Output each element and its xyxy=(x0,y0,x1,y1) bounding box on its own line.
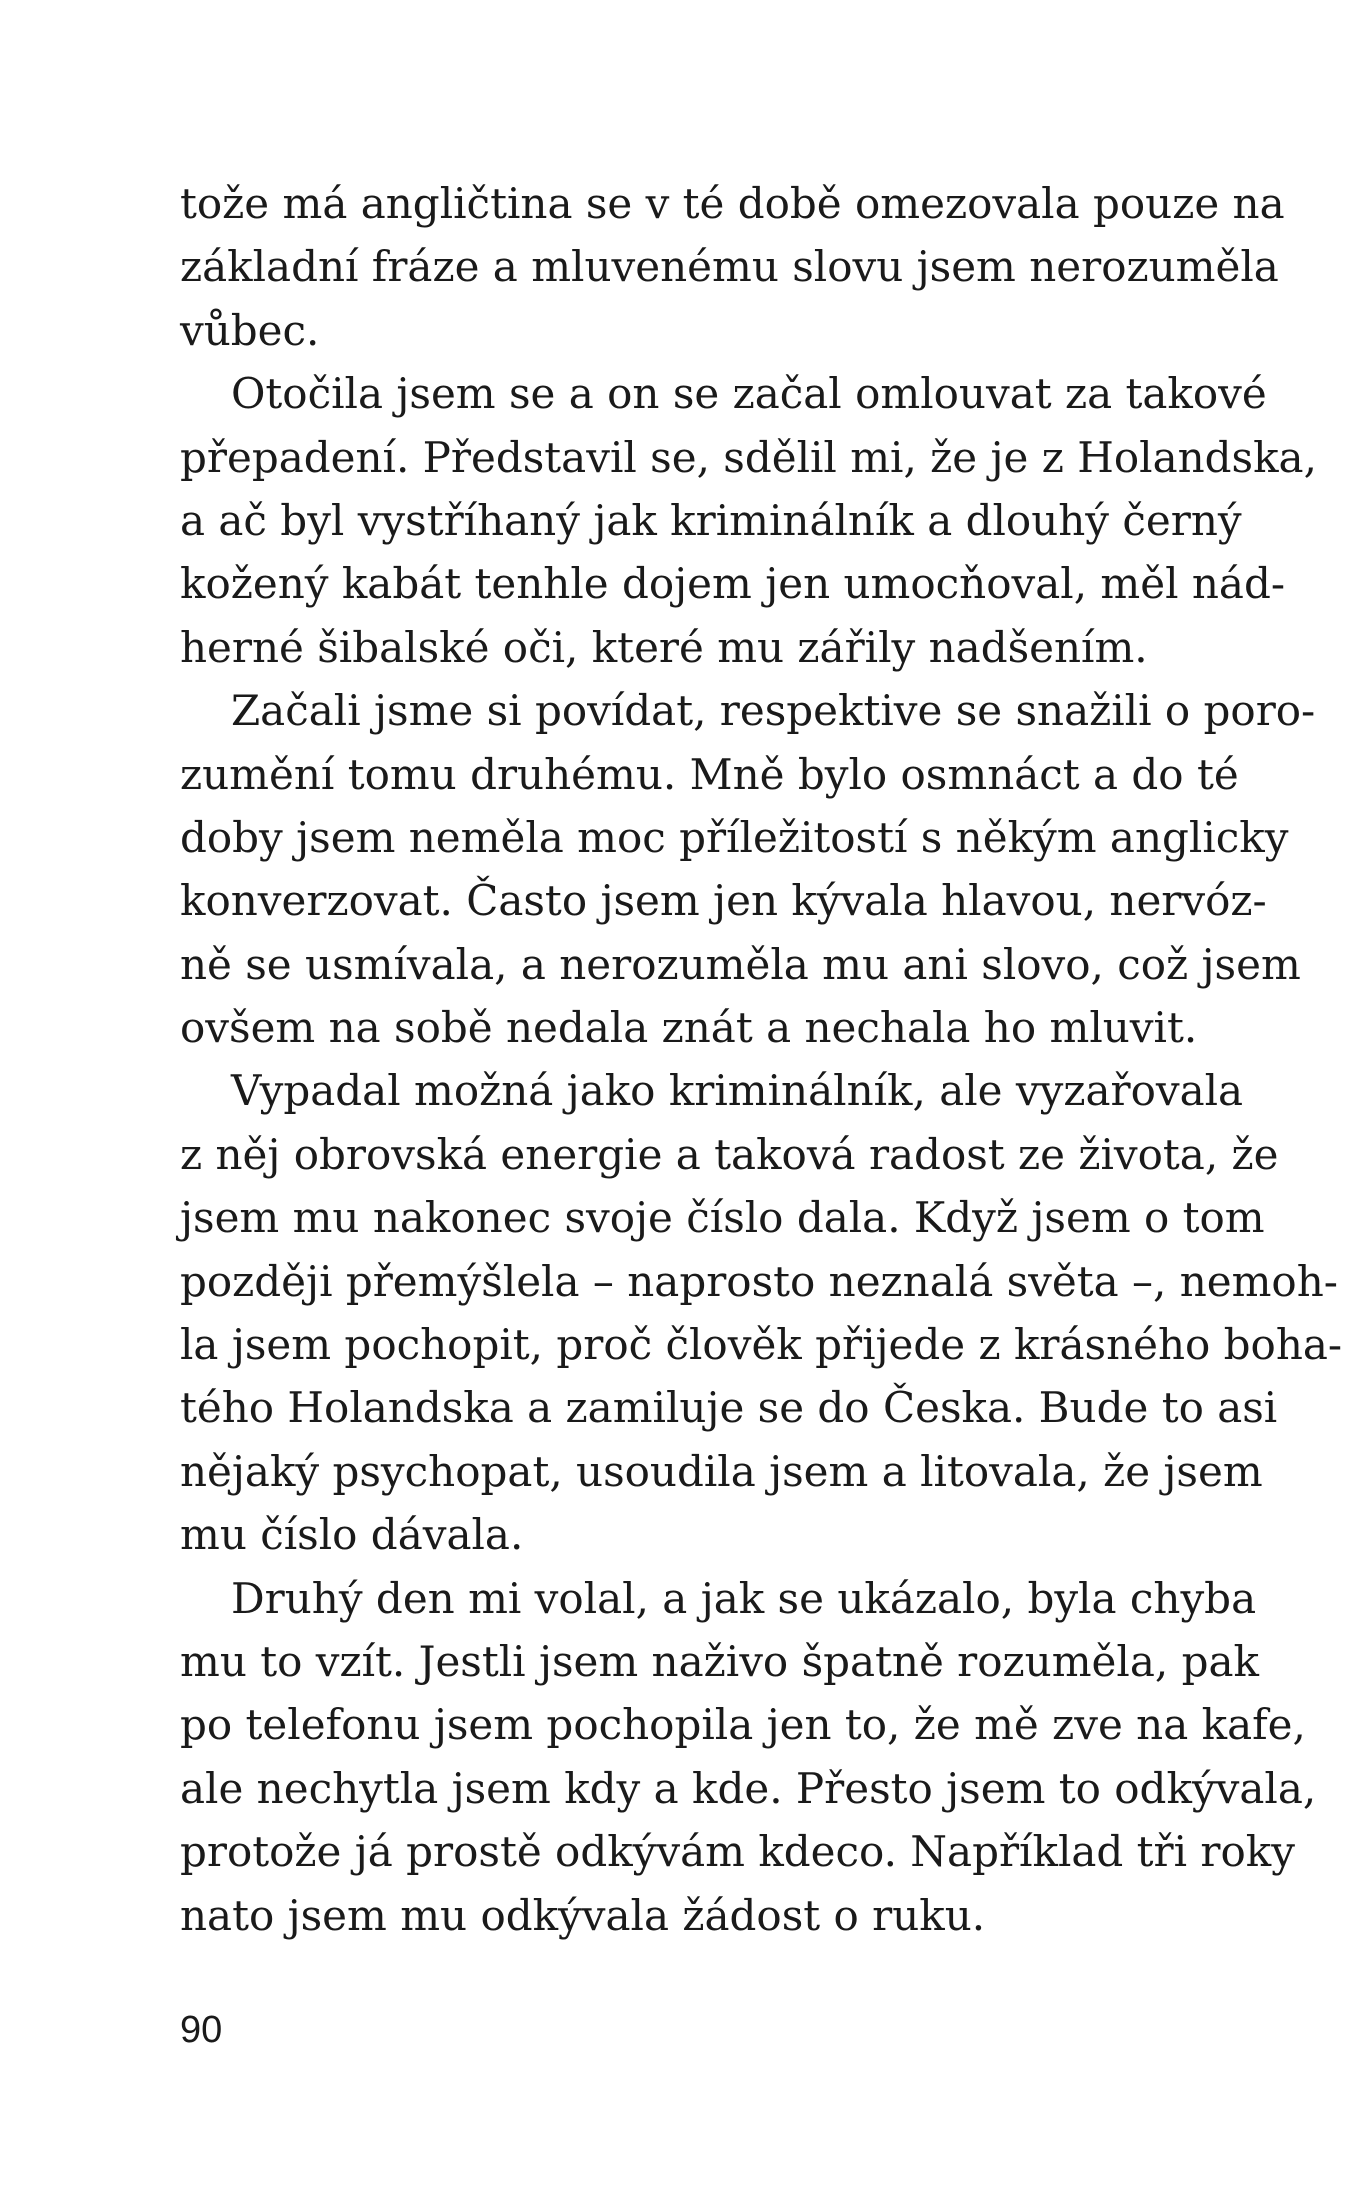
text-line: po telefonu jsem pochopila jen to, že mě zve na kafe, xyxy=(180,1700,1306,1750)
text-line: herné šibalské oči, které mu zářily nadšením. xyxy=(180,622,1148,672)
text-line: zumění tomu druhému. Mně bylo osmnáct a do té xyxy=(180,749,1239,799)
text-line: později přemýšlela – naprosto neznalá světa –, nemoh- xyxy=(180,1256,1338,1306)
text-line: Vypadal možná jako kriminálník, ale vyzařovala xyxy=(231,1066,1244,1116)
text-line: mu číslo dávala. xyxy=(180,1510,524,1560)
text-line: jsem mu nakonec svoje číslo dala. Když jsem o tom xyxy=(180,1193,1265,1243)
text-line: mu to vzít. Jestli jsem naživo špatně rozuměla, pak xyxy=(180,1636,1259,1686)
text-line: ně se usmívala, a nerozuměla mu ani slovo, což jsem xyxy=(180,939,1301,989)
text-line: základní fráze a mluvenému slovu jsem nerozuměla xyxy=(180,242,1279,292)
text-line: la jsem pochopit, proč člověk přijede z krásného boha- xyxy=(180,1320,1343,1370)
text-line: konverzovat. Často jsem jen kývala hlavou, nervóz- xyxy=(180,876,1267,926)
text-line: protože já prostě odkývám kdeco. Například tři roky xyxy=(180,1827,1295,1877)
text-line: z něj obrovská energie a taková radost ze života, že xyxy=(180,1129,1279,1179)
text-line: kožený kabát tenhle dojem jen umocňoval, měl nád- xyxy=(180,559,1286,609)
text-line: přepadení. Představil se, sdělil mi, že je z Holandska, xyxy=(180,432,1317,482)
text-line: nato jsem mu odkývala žádost o ruku. xyxy=(180,1890,986,1940)
text-line: Otočila jsem se a on se začal omlouvat za takové xyxy=(231,369,1267,419)
text-line: tého Holandska a zamiluje se do Česka. Bude to asi xyxy=(180,1383,1278,1433)
text-line: a ač byl vystříhaný jak kriminálník a dlouhý černý xyxy=(180,495,1242,545)
text-line: Začali jsme si povídat, respektive se snažili o poro- xyxy=(231,686,1316,736)
text-line: doby jsem neměla moc příležitostí s někým anglicky xyxy=(180,812,1289,862)
text-line: vůbec. xyxy=(180,305,320,355)
text-line: tože má angličtina se v té době omezovala pouze na xyxy=(180,179,1285,228)
text-line: nějaký psychopat, usoudila jsem a litovala, že jsem xyxy=(180,1446,1263,1496)
page-number: 90 xyxy=(180,2009,223,2051)
text-line: ovšem na sobě nedala znát a nechala ho mluvit. xyxy=(180,1003,1198,1053)
text-line: ale nechytla jsem kdy a kde. Přesto jsem to odkývala, xyxy=(180,1763,1317,1813)
body-text xyxy=(180,172,1343,1947)
text-line: Druhý den mi volal, a jak se ukázalo, byla chyba xyxy=(231,1573,1257,1623)
